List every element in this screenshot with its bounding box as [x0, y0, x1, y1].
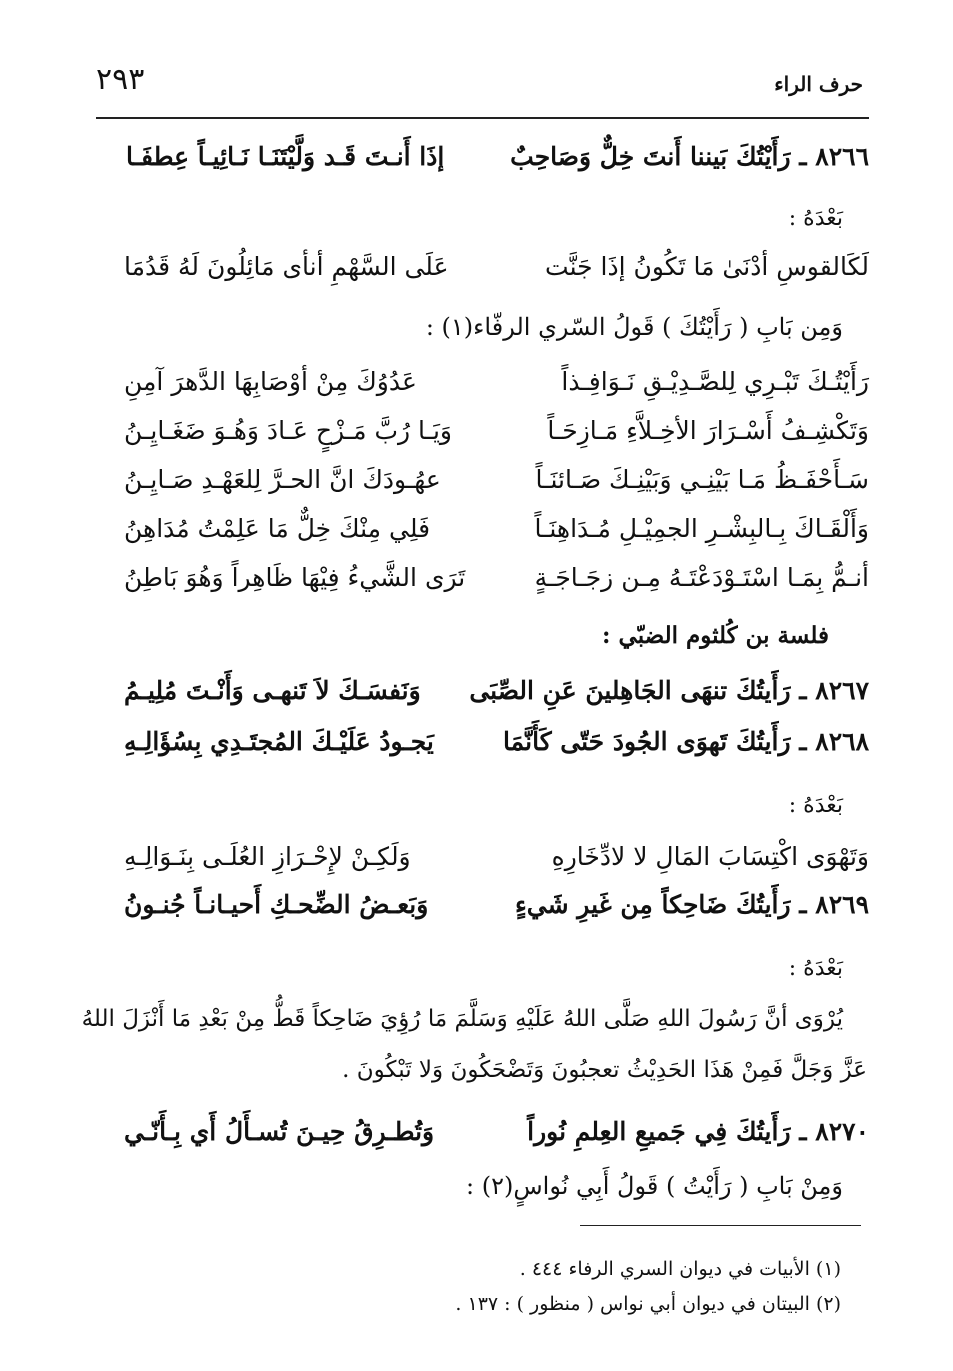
verse-first-hemistich: وَأَلْقَـاكَ بِـالبِشْـرِ الجمِيْـلِ مُـدَاهِنَـاً [534, 514, 869, 543]
verse-8269-first-hemistich: ٨٢٦٩ ـ رَأَيتُكَ ضَاحِكاً مِن غَيرِ شَيءٍ [515, 890, 869, 919]
verse-8267-second-hemistich: وَنَفسَـكَ لاَ تَنهـى وَأَنْـتَ مُلِيـمُ [124, 676, 421, 705]
verse-first-hemistich: أنـمُّ بِمَـا اسْتَـوْدَعْتَـهُ مِـن زجَـاجَـةٍ [534, 563, 869, 592]
verse-8266-second-hemistich: إذَا أَنـتَ قَـد وَلَّيْتَنَـا نَـائِيـاً عِطفَـا [126, 142, 445, 171]
verse-8268-second-hemistich: يَجـودُ عَلَيْـكَ المُجتَـدِي بِسُؤَالِـهِ [124, 727, 434, 756]
verse-first-hemistich: وَتَهْوَى اكْتِسَابَ المَالِ لا لادِّخَارِهِ [551, 842, 869, 871]
verse-second-hemistich: عَلَى السَّهْمِ أنأى مَائِلُونَ لَهُ قَدُمَا [124, 252, 449, 281]
after-label: بَعْدَهُ : [788, 206, 843, 231]
after-label: بَعْدَهُ : [788, 956, 843, 981]
verse-first-hemistich: سَـأَحْفَـظُ مَـا بَيْنِـي وَبَيْنِـكَ صَـائنَـاً [535, 465, 869, 494]
chapter-title: حرف الراء [774, 72, 863, 96]
verse-8268-first-hemistich: ٨٢٦٨ ـ رَأَيتُكَ تَهوَى الجُودَ حَتّى كَأَنَّمَا [503, 727, 869, 756]
verse-8270-first-hemistich: ٨٢٧٠ ـ رَأَيتُكَ فِي جَميعِ العِلمِ نُوراً [527, 1117, 869, 1146]
verse-second-hemistich: عَدُوُكَ مِنْ أوْصَابِهَا الدَّهرَ آمِنِ [124, 367, 417, 396]
footnote-2: (٢) البيتان في ديوان أبي نواس ( منظور ) : ١٣٧ . [455, 1293, 841, 1315]
attribution-line: وَمِن بَابِ ( رَأَيْتُكَ ) قَولُ السّري الرفّاء(١) : [425, 313, 843, 341]
page-number: ٢٩٣ [96, 62, 145, 97]
attribution-line: وَمِنْ بَابِ ( رَأَيْتُ ) قَولُ أَبِي نُواسٍ(٢) : [466, 1172, 843, 1200]
verse-8266-first-hemistich: ٨٢٦٦ ـ رَأَيْتُكَ بَيننا أَنتَ خِلٌّ وَصَاحِبٌ [510, 142, 869, 171]
poet-name: فلسة بن كُلثوم الضبّي : [602, 622, 829, 649]
verse-second-hemistich: وَيَـا رُبَّ مَـزْحٍ عَـادَ وَهُـوَ ضَغَـايِـنُ [124, 416, 452, 445]
verse-first-hemistich: رَأَيْتُـكَ تَبْـرِي لِلصَّـدِيْـقِ نَـوَافِـذاً [561, 367, 869, 396]
verse-8270-second-hemistich: وَتُطـرِقُ حِيـنَ تُسـأَلُ أَي بِـأَنّـي [124, 1117, 435, 1146]
verse-first-hemistich: لَكَالقوسِ أدْنَىٰ مَا تَكُونُ إذَا جَنَّت [545, 252, 869, 281]
header-divider [96, 117, 869, 119]
verse-second-hemistich: فَلِي مِنْكَ خِلٌّ مَا عَلِمْتُ مُدَاهِنُ [124, 514, 431, 543]
footnote-1: (١) الأبيات في ديوان السري الرفاء ٤٤٤ . [519, 1258, 841, 1280]
verse-second-hemistich: وَلَكِـنْ لإِحْـرَازِ العُلَـى بِنَـوَالِـهِ [124, 842, 411, 871]
after-label: بَعْدَهُ : [788, 793, 843, 818]
prose-line: يُرْوَى أنَّ رَسُولَ اللهِ صَلَّى اللهُ عَلَيْهِ وَسَلَّمَ مَا رُؤِيَ ضَاحِكاً قَطُّ مِنْ بَعْدِ مَا أَنْزَلَ اللهُ [81, 1006, 843, 1032]
verse-second-hemistich: تَرَى الشَّيءُ فِيْهَا ظَاهِراً وَهُوَ بَاطِنُ [124, 563, 466, 592]
verse-first-hemistich: وَتَكْشِـفُ أَسْـرَارَ الأخِـلاَّءِ مَـازِحَـاً [547, 416, 869, 445]
prose-line: عَزَّ وَجَلَّ فَمِنْ هَذَا الحَدِيْثُ تعجبُونَ وَتَضْحَكُونَ وَلا تَبْكُونَ . [342, 1057, 867, 1083]
verse-8267-first-hemistich: ٨٢٦٧ ـ رَأَيتُكَ تنهَى الجَاهِلينَ عَنِ الصِّبَى [469, 676, 869, 705]
footnote-divider [580, 1225, 861, 1226]
verse-8269-second-hemistich: وَبَعـضُ الضِّحـكِ أَحيـانـاً جُنـونُ [124, 890, 429, 919]
verse-second-hemistich: عهُـودَكَ انَّ الحـرَّ لِلعَهْـدِ صَـايِـنُ [124, 465, 441, 494]
